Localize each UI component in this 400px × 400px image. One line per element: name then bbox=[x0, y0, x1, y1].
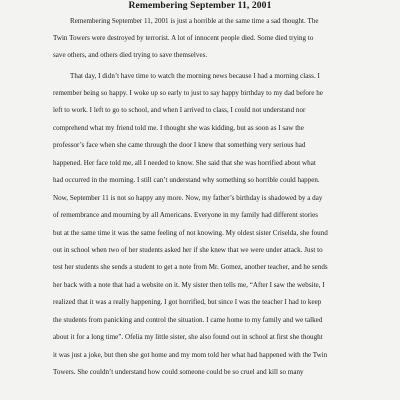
paragraph-line: Remembering September 11, 2001 is just a horrible at the same time a sad thought. The bbox=[70, 17, 319, 25]
paragraph-line: That day, I didn’t have time to watch the morning news because I had a morning class. I bbox=[70, 72, 320, 80]
paragraph-line: professor’s face when she came through the door I knew that something very serious had bbox=[53, 141, 306, 149]
paragraph-line: test her students she sends a student to get a note from Mr. Gomez, another teacher, and he sends bbox=[53, 263, 328, 271]
paragraph-line: left to work. I left to go to school, and when I arrived to class, I could not understand nor bbox=[53, 106, 306, 114]
paragraph-line: but at the same time it was the same feeling of not knowing. My oldest sister Criselda, she found bbox=[53, 229, 328, 237]
paragraph-line: Twin Towers were destroyed by terrorist. A lot of innocent people died. Some died trying to bbox=[53, 34, 314, 42]
paragraph-line: had occurred in the morning. I still can’t understand why something so horrible could happen. bbox=[53, 176, 320, 184]
paragraph-line: happened. Her face told me, all I needed to know. She said that she was horrified about what bbox=[53, 159, 316, 167]
paragraph-line: Now, September 11 is not so happy any more. Now, my father’s birthday is shadowed by a day bbox=[53, 194, 323, 202]
paragraph-line: out in school when two of her students asked her if she knew that we were under attack. Just to bbox=[53, 246, 323, 254]
paragraph-line: it was just a joke, but then she got home and my mom told her what had happened with the Twin bbox=[53, 351, 328, 359]
paragraph-line: her back with a note that had a website on it. My sister then tells me, “After I saw the website, I bbox=[53, 281, 325, 289]
paragraph-line: the students from panicking and control the situation. I came home to my family and we talked bbox=[53, 316, 323, 324]
paragraph-line: Towers. She couldn’t understand how could someone could be so cruel and kill so many bbox=[53, 368, 304, 376]
paragraph-line: remember being so happy. I woke up so early to just to say happy birthday to my dad before he bbox=[53, 89, 323, 97]
paragraph-line: save others, and others died trying to save themselves. bbox=[53, 51, 208, 59]
paragraph-line: about it for a long time”. Ofelia my little sister, she also found out in school at first she thought bbox=[53, 333, 323, 341]
paragraph-line: comprehend what my friend told me. I thought she was kidding, but as soon as I saw the bbox=[53, 124, 304, 132]
paragraph-line: realized that it was a really happening. I got horrified, but since I was the teacher I had to keep bbox=[53, 298, 322, 306]
paragraph-line: of remembrance and mourning by all Americans. Everyone in my family had different stories bbox=[53, 211, 319, 219]
document-title: Remembering September 11, 2001 bbox=[128, 0, 272, 11]
